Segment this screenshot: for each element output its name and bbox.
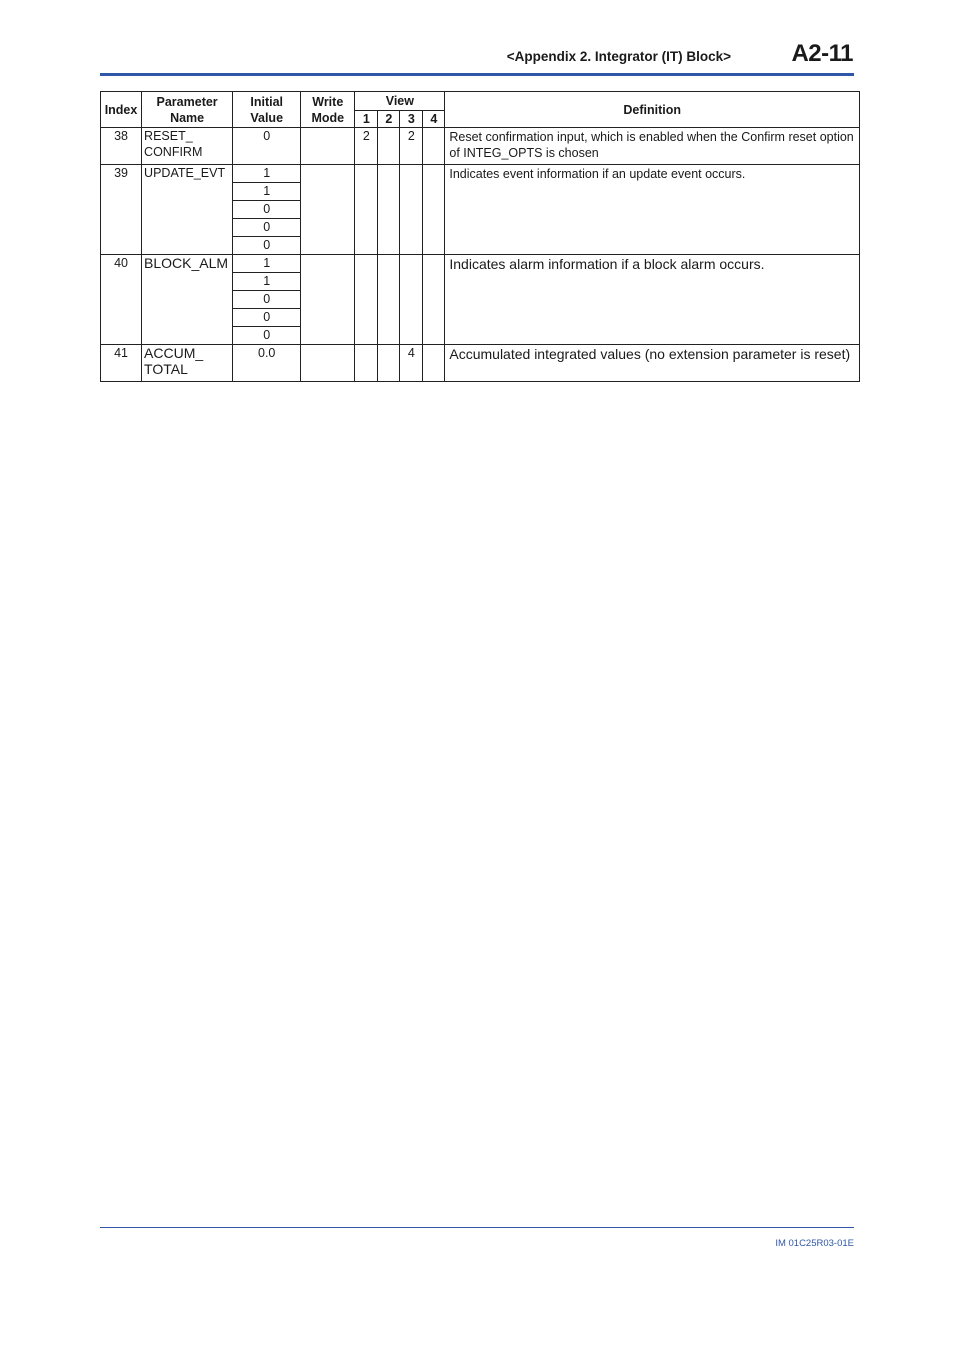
row-initial-value: 0: [233, 128, 301, 165]
row-write-mode: [301, 345, 355, 382]
table-row: [101, 128, 860, 165]
row-parameter-name: [142, 128, 233, 165]
row-view-4: [423, 128, 445, 165]
row-view-1: [355, 255, 378, 345]
row-initial-value: 0: [233, 327, 301, 345]
row-definition: Accumulated integrated values (no extension parameter is reset): [445, 345, 860, 382]
row-view-3: [400, 255, 423, 345]
row-view-1: 2: [355, 128, 378, 165]
row-parameter-name-line1: ACCUM_: [144, 345, 204, 361]
header-initial-value-line1: Initial: [250, 94, 284, 109]
document-code: IM 01C25R03-01E: [775, 1238, 854, 1249]
row-index: 40: [101, 255, 142, 345]
row-definition: Indicates event information if an update event occurs.: [445, 165, 860, 255]
row-view-2: [378, 128, 400, 165]
page-number: A2-11: [791, 40, 853, 67]
header-view-1: 1: [355, 111, 378, 128]
row-parameter-name: BLOCK_ALM: [142, 255, 233, 345]
header-view: View: [355, 92, 445, 111]
row-definition: Reset confirmation input, which is enabled when the Confirm reset option of INTEG_OPTS is chosen: [445, 128, 860, 165]
row-parameter-name-line1: RESET_: [144, 129, 193, 143]
row-initial-value: 0.0: [233, 345, 301, 382]
header-index: Index: [101, 92, 142, 128]
header-parameter-name-line2: Name: [170, 110, 205, 125]
header-initial-value-line2: Value: [250, 110, 284, 125]
row-view-3: [400, 165, 423, 255]
row-initial-value: 1: [233, 183, 301, 201]
row-initial-value: 0: [233, 201, 301, 219]
row-view-2: [378, 165, 400, 255]
header-parameter-name: [142, 92, 233, 128]
row-definition: Indicates alarm information if a block alarm occurs.: [445, 255, 860, 345]
table-row: [101, 255, 860, 273]
row-parameter-name: [142, 345, 233, 382]
row-view-2: [378, 345, 400, 382]
row-write-mode: [301, 255, 355, 345]
header-view-3: 3: [400, 111, 423, 128]
row-view-2: [378, 255, 400, 345]
table-row: [101, 345, 860, 382]
header-write-mode: [301, 92, 355, 128]
header-initial-value: [233, 92, 301, 128]
header-write-mode-line2: Mode: [311, 110, 345, 125]
header-title: <Appendix 2. Integrator (IT) Block>: [506, 49, 731, 64]
row-index: 41: [101, 345, 142, 382]
row-initial-value: 0: [233, 291, 301, 309]
header-view-2: 2: [378, 111, 400, 128]
header-view-4: 4: [423, 111, 445, 128]
header-parameter-name-line1: Parameter: [156, 94, 218, 109]
table-row: [101, 165, 860, 183]
row-initial-value: 1: [233, 165, 301, 183]
row-view-1: [355, 345, 378, 382]
row-initial-value: 0: [233, 219, 301, 237]
row-initial-value: 1: [233, 273, 301, 291]
row-parameter-name-line2: TOTAL: [144, 361, 188, 377]
row-index: 38: [101, 128, 142, 165]
header-rule: [100, 73, 854, 76]
row-view-1: [355, 165, 378, 255]
row-view-4: [423, 255, 445, 345]
parameter-table: [100, 91, 860, 382]
row-write-mode: [301, 165, 355, 255]
row-view-4: [423, 165, 445, 255]
row-index: 39: [101, 165, 142, 255]
row-parameter-name: UPDATE_EVT: [142, 165, 233, 255]
row-view-3: 4: [400, 345, 423, 382]
row-view-4: [423, 345, 445, 382]
row-initial-value: 1: [233, 255, 301, 273]
row-initial-value: 0: [233, 237, 301, 255]
row-parameter-name-line2: CONFIRM: [144, 145, 203, 159]
header-write-mode-line1: Write: [312, 94, 344, 109]
header-definition: Definition: [445, 92, 860, 128]
row-view-3: 2: [400, 128, 423, 165]
row-initial-value: 0: [233, 309, 301, 327]
footer-rule: [100, 1227, 854, 1228]
row-write-mode: [301, 128, 355, 165]
